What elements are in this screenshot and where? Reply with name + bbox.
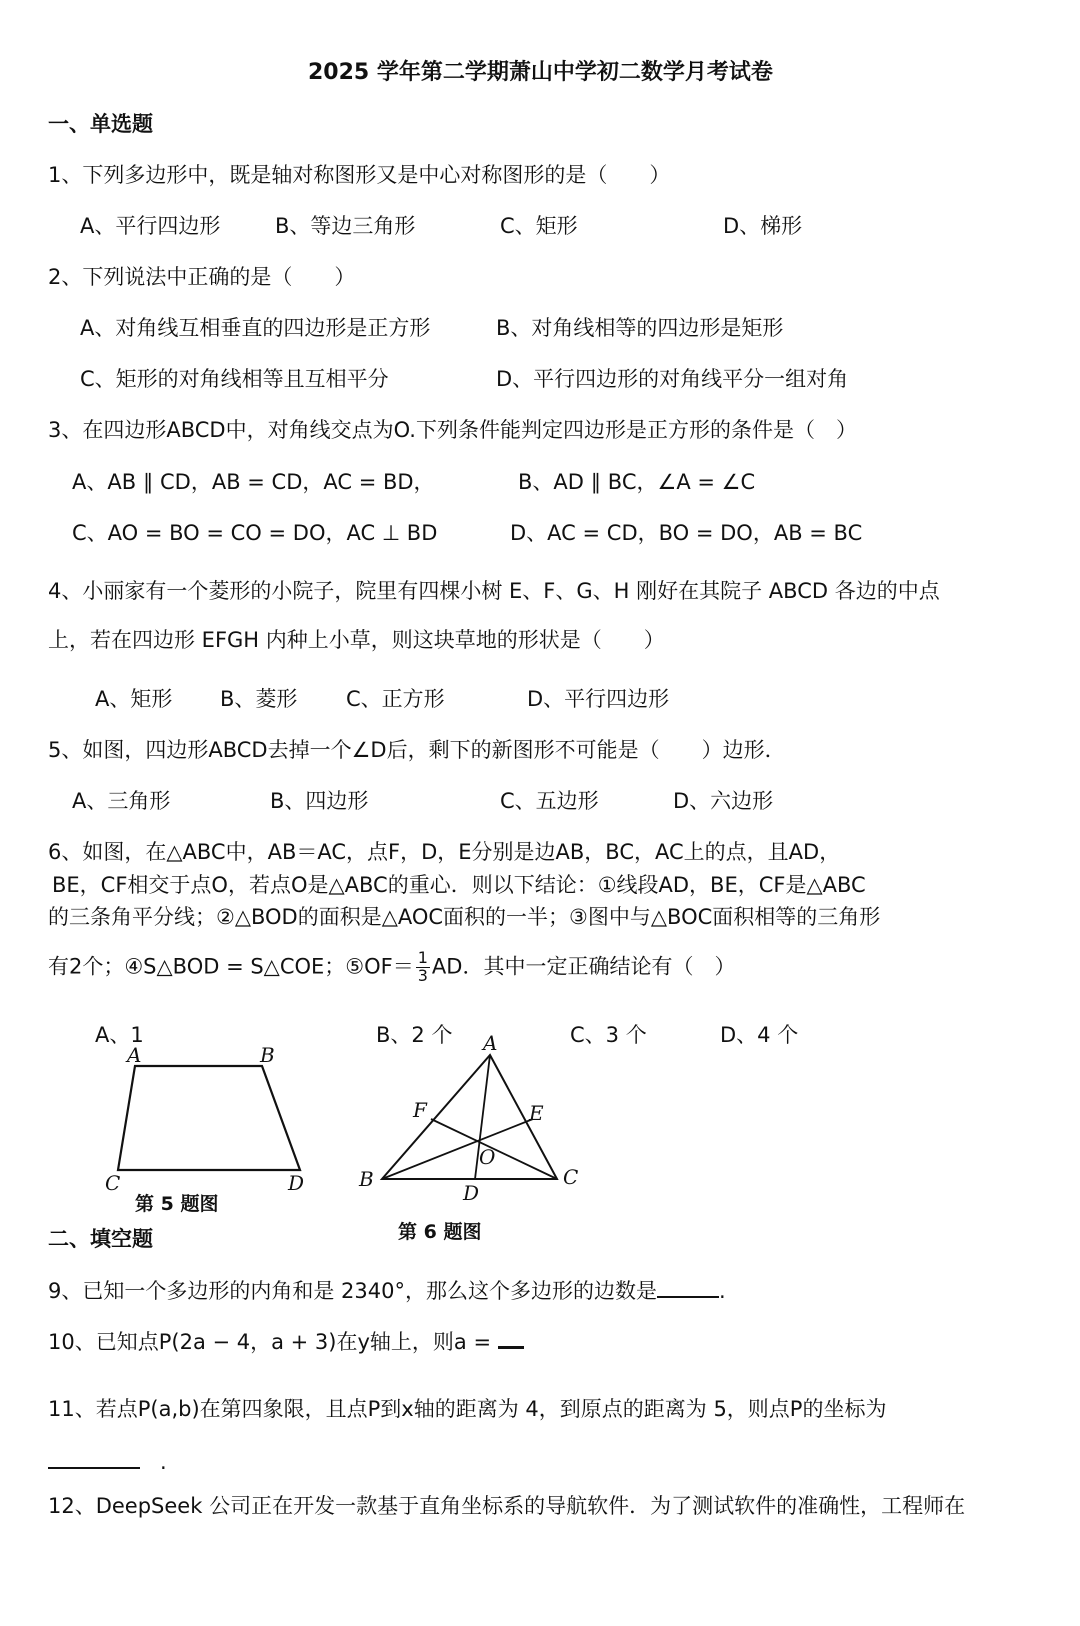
question-2-option-b: B、对角线相等的四边形是矩形 (496, 316, 784, 340)
question-4-option-d: D、平行四边形 (527, 687, 670, 711)
vertex-label-d: D (288, 1171, 305, 1194)
question-1-option-a: A、平行四边形 (80, 214, 221, 238)
question-5-option-c: C、五边形 (500, 789, 599, 813)
question-4-line-2: 上，若在四边形 EFGH 内种上小草，则这块草地的形状是（ ） (48, 628, 665, 652)
question-4-option-c: C、正方形 (346, 687, 445, 711)
question-5-option-a: A、三角形 (72, 789, 171, 813)
question-6-option-d: D、4 个 (720, 1023, 799, 1047)
question-10 (48, 1330, 524, 1355)
question-2-text: 2、下列说法中正确的是（ ） (48, 265, 356, 289)
question-6-option-b: B、2 个 (376, 1023, 453, 1047)
question-6-line-2: BE，CF相交于点O，若点O是△ABC的重心．则以下结论：①线段AD，BE，CF是△ABC (52, 873, 866, 897)
question-3-option-c: C、AO = BO = CO = DO，AC ⊥ BD (72, 521, 438, 545)
fraction-numerator: 1 (417, 948, 428, 967)
figure-5-caption: 第 5 题图 (135, 1193, 219, 1215)
section-heading-choice: 一、单选题 (48, 112, 153, 136)
fraction-one-third (416, 950, 430, 985)
vertex-label-b: B (359, 1167, 374, 1191)
question-6-line-4-end: AD．其中一定正确结论有（ ） (431, 954, 736, 979)
question-2-option-a: A、对角线互相垂直的四边形是正方形 (80, 316, 431, 340)
question-12-text: 12、DeepSeek 公司正在开发一款基于直角坐标系的导航软件．为了测试软件的准确性，工程师在 (48, 1494, 966, 1518)
question-11-text: 11、若点P(a,b)在第四象限，且点P到x轴的距离为 4，到原点的距离为 5，则点P的坐标为 (48, 1397, 887, 1421)
question-3-option-d: D、AC = CD，BO = DO，AB = BC (510, 521, 863, 545)
question-1-option-d: D、梯形 (723, 214, 803, 238)
vertex-label-a: A (127, 1043, 142, 1067)
answer-blank-9 (657, 1280, 719, 1298)
question-5-text: 5、如图，四边形ABCD去掉一个∠D后，剩下的新图形不可能是（ ）边形． (48, 738, 786, 762)
question-6-line-1: 6、如图，在△ABC中，AB＝AC，点F，D，E分别是边AB，BC，AC上的点，且AD， (48, 840, 841, 864)
question-6-option-c: C、3 个 (570, 1023, 647, 1047)
question-4-line-1: 4、小丽家有一个菱形的小院子，院里有四棵小树 E、F、G、H 刚好在其院子 ABCD 各边的中点 (48, 579, 940, 603)
question-1-option-b: B、等边三角形 (275, 214, 416, 238)
question-6-line-4-start: 有2个；④S△BOD = S△COE；⑤OF＝ (48, 954, 414, 979)
question-11-answer-line (48, 1450, 167, 1475)
question-6-line-3: 的三条角平分线；②△BOD的面积是△AOC面积的一半；③图中与△BOC面积相等的三角形 (48, 905, 881, 929)
answer-blank-11 (48, 1453, 140, 1469)
vertex-label-b: B (260, 1043, 275, 1067)
question-4-option-a: A、矩形 (95, 687, 173, 711)
figure-5-trapezoid (95, 1042, 325, 1194)
question-4-option-b: B、菱形 (220, 687, 298, 711)
question-9-text: 9、已知一个多边形的内角和是 2340°，那么这个多边形的边数是 (48, 1279, 657, 1303)
fraction-denominator: 3 (417, 965, 428, 985)
question-5-option-b: B、四边形 (270, 789, 369, 813)
figure-6-caption: 第 6 题图 (398, 1221, 482, 1243)
vertex-label-a: A (483, 1032, 498, 1055)
question-9-end: . (718, 1279, 726, 1303)
vertex-label-o: O (479, 1145, 496, 1169)
vertex-label-e: E (529, 1101, 544, 1125)
question-2-option-d: D、平行四边形的对角线平分一组对角 (496, 367, 849, 391)
vertex-label-f: F (413, 1098, 427, 1122)
section-heading-fill: 二、填空题 (48, 1227, 153, 1251)
figure-6-triangle (355, 1032, 595, 1212)
question-2-option-c: C、矩形的对角线相等且互相平分 (80, 367, 389, 391)
question-1-text: 1、下列多边形中，既是轴对称图形又是中心对称图形的是（ ） (48, 163, 671, 187)
question-9 (48, 1279, 726, 1304)
question-3-text: 3、在四边形ABCD中，对角线交点为O.下列条件能判定四边形是正方形的条件是（ ） (48, 418, 857, 442)
question-6-line-4 (48, 950, 735, 985)
question-10-text: 10、已知点P(2a − 4，a + 3)在y轴上，则a = (48, 1330, 498, 1354)
segment-be (382, 1119, 533, 1179)
trapezoid-outline (118, 1066, 300, 1170)
question-3-option-b: B、AD ∥ BC，∠A = ∠C (518, 470, 756, 494)
page-title: 2025 学年第二学期萧山中学初二数学月考试卷 (308, 60, 773, 85)
answer-blank-10 (498, 1332, 524, 1349)
vertex-label-c: C (105, 1171, 121, 1194)
question-11-end: . (160, 1450, 167, 1474)
question-6-option-a: A、1 (95, 1023, 144, 1047)
vertex-label-c: C (563, 1165, 579, 1189)
question-3-option-a: A、AB ∥ CD，AB = CD，AC = BD， (72, 470, 435, 494)
question-5-option-d: D、六边形 (673, 789, 774, 813)
vertex-label-d: D (463, 1181, 480, 1205)
question-1-option-c: C、矩形 (500, 214, 578, 238)
